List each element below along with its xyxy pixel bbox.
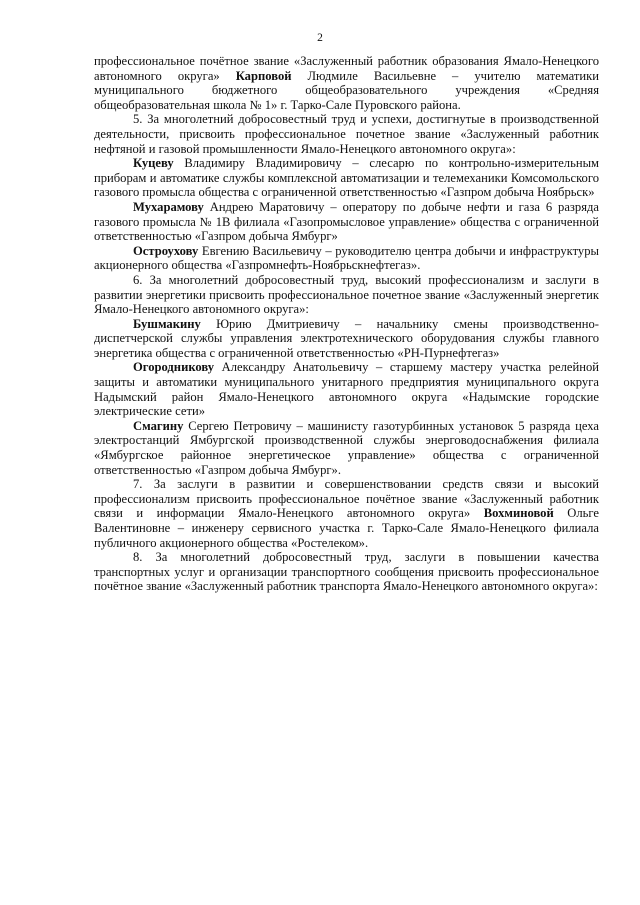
paragraph bbox=[94, 317, 599, 361]
page-number: 2 bbox=[317, 32, 323, 44]
awardee-surname: Смагину bbox=[133, 418, 184, 433]
paragraph-text: Ольге Валентиновне – инженеру сервисного участка г. Тарко-Сале Ямало-Ненецкого филиала публичного акционерного общества «Ростелеком». bbox=[94, 506, 599, 550]
paragraph-text: Евгению Васильевичу – руководителю центра добычи и инфраструктуры акционерного общества «Газпромнефть-Ноябрьскнефтегаз». bbox=[94, 243, 599, 273]
paragraph bbox=[94, 156, 599, 200]
paragraph bbox=[94, 200, 599, 244]
awardee-surname: Бушмакину bbox=[133, 316, 201, 331]
paragraph bbox=[94, 477, 599, 550]
paragraph-text: Людмиле Васильевне – учителю математики муниципального бюджетного общеобразовательного учреждения «Средняя общеобразовательная школа № 1» г. Тарко-Сале Пуровского района. bbox=[94, 68, 599, 112]
paragraph-text: 6. За многолетний добросовестный труд, высокий профессионализм и заслуги в развитии энергетики присвоить профессиональное почетное звание «Заслуженный энергетик Ямало-Ненецкого автономного округа»: bbox=[94, 272, 599, 317]
awardee-surname: Мухарамову bbox=[133, 199, 204, 214]
awardee-surname: Огородникову bbox=[133, 360, 215, 375]
paragraph bbox=[94, 244, 599, 273]
awardee-surname: Куцеву bbox=[133, 156, 174, 171]
paragraph-text: Юрию Дмитриевичу – начальнику смены производственно-диспетчерской службы управления электротехнического оборудования службы главного энергетика общества с ограниченной ответственностью «РН-Пурнефтегаз» bbox=[94, 316, 599, 360]
document-body bbox=[94, 54, 599, 594]
awardee-surname: Карповой bbox=[235, 68, 292, 83]
paragraph bbox=[94, 419, 599, 477]
paragraph-text: 7. За заслуги в развитии и совершенствовании средств связи и высокий профессионализм присвоить профессиональное почётное звание «Заслуженный работник связи и информации Ямало-Ненецкого автономного округа» bbox=[94, 477, 599, 521]
paragraph bbox=[94, 112, 599, 156]
paragraph-text: профессиональное почётное звание «Заслуженный работник образования Ямало-Ненецкого автономного округа» bbox=[94, 54, 599, 83]
paragraph-text: Сергею Петровичу – машинисту газотурбинных установок 5 разряда цеха электростанций Ямбургской производственной службы энерговодоснабжения филиала «Ямбургское районное энергетическое управление» общества с ограниченной ответственностью «Газпром добыча Ямбург». bbox=[94, 418, 599, 477]
paragraph-text: Александру Анатольевичу – старшему мастеру участка релейной защиты и автоматики муниципального унитарного предприятия муниципального округа Надымский район Ямало-Ненецкого автономного округа «Надымские городские электрические сети» bbox=[94, 360, 599, 419]
awardee-surname: Вохминовой bbox=[483, 506, 554, 521]
awardee-surname: Остроухову bbox=[133, 243, 199, 258]
paragraph-text: 5. За многолетний добросовестный труд и успехи, достигнутые в производственной деятельности, присвоить профессиональное почетное звание «Заслуженный работник нефтяной и газовой промышленности Ямало-Ненецкого автономного округа»: bbox=[94, 112, 599, 156]
paragraph-text: Андрею Маратовичу – оператору по добыче нефти и газа 6 разряда газового промысла № 1В филиала «Газопромысловое управление» общества с ограниченной ответственностью «Газпром добыча Ямбург» bbox=[94, 199, 599, 244]
paragraph bbox=[94, 550, 599, 594]
paragraph bbox=[94, 360, 599, 418]
paragraph bbox=[94, 273, 599, 317]
paragraph-text: Владимиру Владимировичу – слесарю по контрольно-измерительным приборам и автоматике службы комплексной автоматизации и телемеханики Комсомольского газового промысла общества с ограниченной ответственностью «Газпром добыча Ноябрьск» bbox=[94, 156, 599, 200]
paragraph bbox=[94, 54, 599, 112]
paragraph-text: 8. За многолетний добросовестный труд, заслуги в повышении качества транспортных услуг и организации транспортного сообщения присвоить профессиональное почётное звание «Заслуженный работник транспорта Ямало-Ненецкого автономного округа»: bbox=[94, 550, 599, 594]
